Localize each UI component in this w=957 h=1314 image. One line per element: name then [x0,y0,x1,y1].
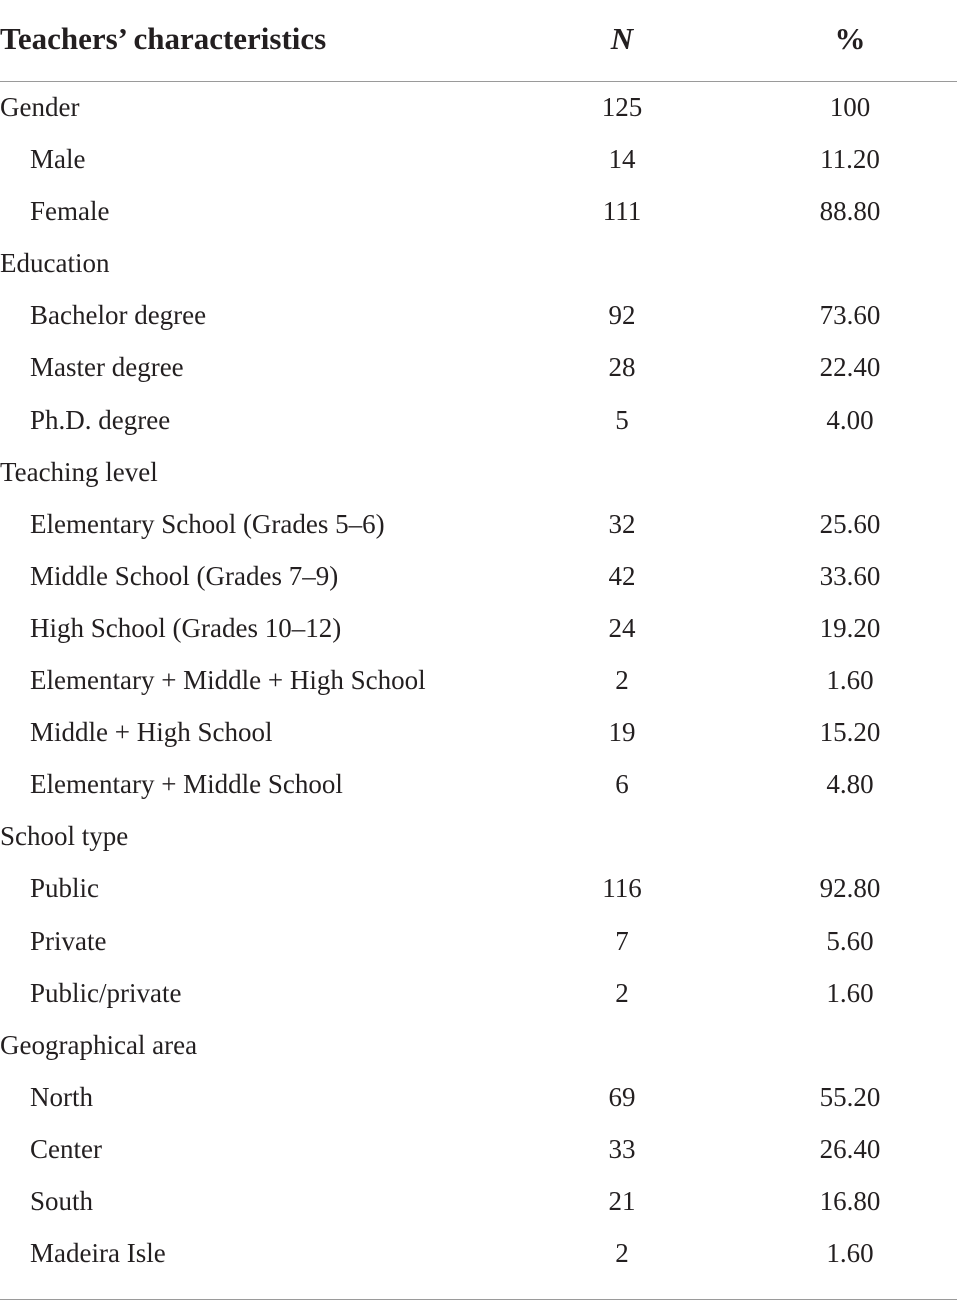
row-n-value: 21 [608,1185,636,1216]
row-percent-value: 4.80 [826,769,874,800]
row-n-value: 6 [615,769,629,800]
group-label: Gender [0,92,80,122]
row-label: South [30,1185,94,1216]
row-label: Middle School (Grades 7–9) [30,560,339,591]
row-label: Middle + High School [30,717,273,748]
row-label: Master degree [30,352,184,383]
row-label: Elementary + Middle School [30,769,343,800]
row-n-value: 2 [615,977,629,1008]
row-label: Elementary School (Grades 5–6) [30,508,385,539]
row-percent-value: 55.20 [819,1081,881,1112]
table-row [0,707,957,759]
table-row [0,1072,957,1124]
row-percent-value: 4.00 [826,404,874,435]
row-label: Elementary + Middle + High School [30,665,426,696]
table-row [0,603,957,655]
row-n-value: 125 [601,92,643,122]
row-percent-value: 92.80 [819,873,881,904]
row-percent-value: 19.20 [819,612,881,643]
row-n-value: 28 [608,352,636,383]
row-label: Madeira Isle [30,1238,166,1269]
table-header-row [0,0,957,82]
row-percent-value: 88.80 [819,196,881,227]
table-row [0,551,957,603]
table-group-row [0,1020,957,1072]
row-percent-value: 25.60 [819,508,881,539]
row-label: High School (Grades 10–12) [30,612,342,643]
header-percent: % [834,21,866,56]
table-group-row [0,811,957,863]
table-row [0,655,957,707]
header-characteristics: Teachers’ characteristics [0,21,327,56]
row-n-value: 14 [608,144,636,175]
table-row [0,499,957,551]
row-label: Female [30,196,110,227]
table-row [0,290,957,342]
row-label: Bachelor degree [30,300,207,331]
row-percent-value: 73.60 [819,300,881,331]
row-percent-value: 16.80 [819,1185,881,1216]
row-label: Ph.D. degree [30,404,171,435]
row-label: Male [30,144,86,175]
row-n-value: 24 [608,612,636,643]
row-percent-value: 22.40 [819,352,881,383]
group-label: Education [0,248,110,279]
row-percent-value: 5.60 [826,925,874,956]
row-percent-value: 1.60 [826,977,874,1008]
row-percent-value: 100 [829,92,871,122]
row-n-value: 42 [608,560,636,591]
table-body [0,82,957,1280]
header-n: N [610,21,634,56]
table-row [0,916,957,968]
row-percent-value: 33.60 [819,560,881,591]
group-label: Teaching level [0,456,158,487]
row-n-value: 19 [608,717,636,748]
row-percent-value: 1.60 [826,1238,874,1269]
table-group-row [0,82,957,134]
row-n-value: 2 [615,1238,629,1269]
row-label: Public [30,873,100,904]
table-row [0,1124,957,1176]
row-label: Private [30,925,107,956]
table-group-row [0,447,957,499]
row-percent-value: 11.20 [820,144,880,175]
table-row [0,759,957,811]
row-n-value: 32 [608,508,636,539]
table-row [0,134,957,186]
table-row [0,968,957,1020]
table-row [0,395,957,447]
row-n-value: 33 [608,1133,636,1164]
table-bottom-rule [0,1299,957,1300]
table-row [0,863,957,915]
row-n-value: 111 [602,196,642,227]
group-label: Geographical area [0,1029,198,1060]
row-n-value: 116 [602,873,642,904]
row-n-value: 69 [608,1081,636,1112]
table-row [0,186,957,238]
table-group-row [0,238,957,290]
row-percent-value: 15.20 [819,717,881,748]
table-row [0,342,957,394]
row-n-value: 5 [615,404,629,435]
group-label: School type [0,821,129,852]
row-n-value: 2 [615,665,629,696]
row-n-value: 92 [608,300,636,331]
row-n-value: 7 [615,925,629,956]
row-percent-value: 26.40 [819,1133,881,1164]
row-label: Public/private [30,977,182,1008]
row-label: North [30,1081,93,1112]
table-row [0,1228,957,1280]
row-label: Center [30,1133,102,1164]
table-row [0,1176,957,1228]
row-percent-value: 1.60 [826,665,874,696]
